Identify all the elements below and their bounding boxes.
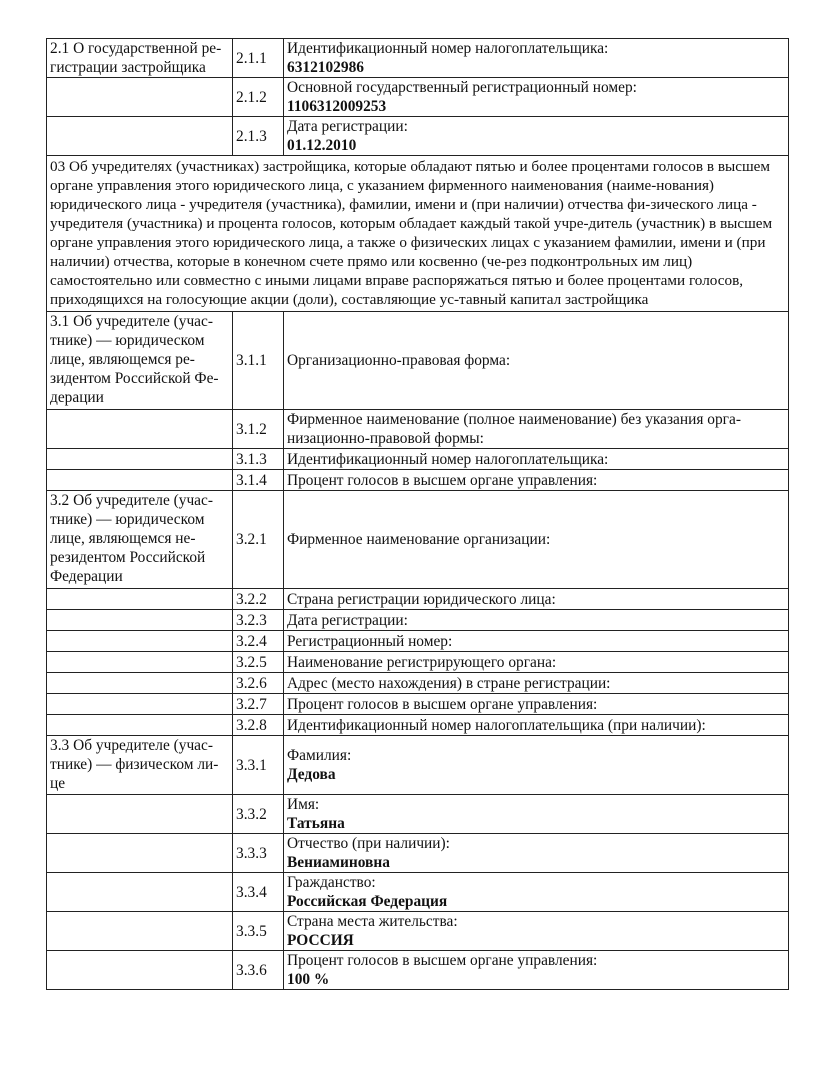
item-cell bbox=[284, 951, 789, 990]
section-title: 3.2 Об учредителе (учас-тнике) — юридическом лице, являющемся не-резидентом Российской Федерации bbox=[47, 491, 233, 589]
table-row bbox=[47, 78, 789, 117]
item-cell bbox=[284, 834, 789, 873]
item-number: 3.2.3 bbox=[233, 610, 284, 631]
table-row bbox=[47, 715, 789, 736]
item-value: 01.12.2010 bbox=[287, 137, 357, 154]
table-row bbox=[47, 312, 789, 410]
table-row bbox=[47, 631, 789, 652]
table-row bbox=[47, 470, 789, 491]
item-label: Дата регистрации: bbox=[284, 610, 789, 631]
item-value: Татьяна bbox=[287, 815, 345, 832]
table-row bbox=[47, 589, 789, 610]
table-row bbox=[47, 156, 789, 312]
table-row bbox=[47, 834, 789, 873]
item-cell bbox=[284, 736, 789, 795]
item-label: Гражданство: bbox=[287, 874, 376, 891]
item-label: Адрес (место нахождения) в стране регистрации: bbox=[284, 673, 789, 694]
item-number: 3.2.2 bbox=[233, 589, 284, 610]
item-cell bbox=[284, 912, 789, 951]
item-number: 3.3.2 bbox=[233, 795, 284, 834]
item-value: Вениаминовна bbox=[287, 854, 390, 871]
table-row bbox=[47, 951, 789, 990]
item-label: Идентификационный номер налогоплательщика: bbox=[284, 449, 789, 470]
item-label: Регистрационный номер: bbox=[284, 631, 789, 652]
item-label: Страна места жительства: bbox=[287, 913, 458, 930]
item-number: 3.3.5 bbox=[233, 912, 284, 951]
item-value: 100 % bbox=[287, 971, 330, 988]
item-number: 3.2.7 bbox=[233, 694, 284, 715]
item-number: 3.3.6 bbox=[233, 951, 284, 990]
table-row bbox=[47, 912, 789, 951]
item-number: 3.2.4 bbox=[233, 631, 284, 652]
table-row bbox=[47, 652, 789, 673]
item-label: Имя: bbox=[287, 796, 320, 813]
item-value: Российская Федерация bbox=[287, 893, 448, 910]
item-number: 3.2.6 bbox=[233, 673, 284, 694]
item-number: 3.2.8 bbox=[233, 715, 284, 736]
table-row bbox=[47, 39, 789, 78]
item-number: 3.1.2 bbox=[233, 410, 284, 449]
table-row bbox=[47, 117, 789, 156]
item-number: 2.1.2 bbox=[233, 78, 284, 117]
item-number: 2.1.3 bbox=[233, 117, 284, 156]
item-number: 2.1.1 bbox=[233, 39, 284, 78]
section-title: 2.1 О государственной ре-гистрации застройщика bbox=[47, 39, 233, 78]
item-number: 3.1.4 bbox=[233, 470, 284, 491]
table-row bbox=[47, 873, 789, 912]
item-label: Организационно-правовая форма: bbox=[284, 312, 789, 410]
item-cell bbox=[284, 117, 789, 156]
item-number: 3.2.5 bbox=[233, 652, 284, 673]
item-number: 3.1.3 bbox=[233, 449, 284, 470]
item-value: РОССИЯ bbox=[287, 932, 354, 949]
item-value: Дедова bbox=[287, 766, 336, 783]
item-label: Идентификационный номер налогоплательщика (при наличии): bbox=[284, 715, 789, 736]
item-number: 3.3.1 bbox=[233, 736, 284, 795]
item-cell bbox=[284, 795, 789, 834]
item-label: Процент голосов в высшем органе управления: bbox=[284, 470, 789, 491]
table-row bbox=[47, 610, 789, 631]
item-value: 1106312009253 bbox=[287, 98, 387, 115]
declaration-table bbox=[46, 38, 789, 990]
item-label: Фамилия: bbox=[287, 747, 352, 764]
section-title: 3.1 Об учредителе (учас-тнике) — юридическом лице, являющемся ре-зидентом Российской Фе-дерации bbox=[47, 312, 233, 410]
item-label: Дата регистрации: bbox=[287, 118, 408, 135]
item-label: Процент голосов в высшем органе управления: bbox=[287, 952, 598, 969]
item-value: 6312102986 bbox=[287, 59, 364, 76]
item-label: Страна регистрации юридического лица: bbox=[284, 589, 789, 610]
item-cell bbox=[284, 873, 789, 912]
table-row bbox=[47, 694, 789, 715]
table-row bbox=[47, 410, 789, 449]
table-row bbox=[47, 449, 789, 470]
item-label: Наименование регистрирующего органа: bbox=[284, 652, 789, 673]
section-03-text: 03 Об учредителях (участниках) застройщика, которые обладают пятью и более процентами голосов в высшем органе управления этого юридического лица, с указанием фирменного наименования (наиме-нования) юридического лица - учредителя (участника), фамилии, имени и (при наличии) отчества фи-зического лица - учредителя (участника) и процента голосов, которым обладает каждый такой учре-дитель (участник) в высшем органе управления этого юридического лица, а также о физических лицах с указанием фамилии, имени и (при наличии) отчества, которые в конечном счете прямо или косвенно (че-рез подконтрольных им лиц) самостоятельно или совместно с иными лицами вправе распоряжаться пятью и более процентами голосов, приходящихся на голосующие акции (доли), составляющие ус-тавный капитал застройщика bbox=[47, 156, 789, 312]
item-cell bbox=[284, 78, 789, 117]
table-row bbox=[47, 491, 789, 589]
section-title: 3.3 Об учредителе (учас-тнике) — физическом ли-це bbox=[47, 736, 233, 795]
item-label: Фирменное наименование (полное наименование) без указания орга-низационно-правовой формы: bbox=[284, 410, 789, 449]
item-number: 3.2.1 bbox=[233, 491, 284, 589]
item-number: 3.3.4 bbox=[233, 873, 284, 912]
table-row bbox=[47, 795, 789, 834]
item-label: Идентификационный номер налогоплательщика: bbox=[287, 40, 609, 57]
item-label: Отчество (при наличии): bbox=[287, 835, 450, 852]
item-label: Основной государственный регистрационный номер: bbox=[287, 79, 637, 96]
table-row bbox=[47, 673, 789, 694]
item-label: Процент голосов в высшем органе управления: bbox=[284, 694, 789, 715]
item-cell bbox=[284, 39, 789, 78]
item-number: 3.3.3 bbox=[233, 834, 284, 873]
item-label: Фирменное наименование организации: bbox=[284, 491, 789, 589]
item-number: 3.1.1 bbox=[233, 312, 284, 410]
table-row bbox=[47, 736, 789, 795]
